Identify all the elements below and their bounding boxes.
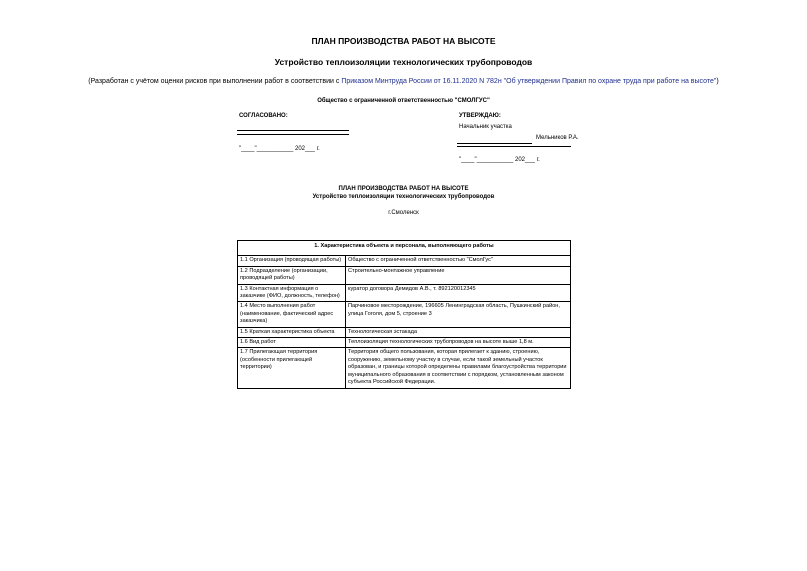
agreed-signature-line-2 — [237, 134, 349, 135]
row-value: куратор договора Демидов А.В., т. 892120012345 — [346, 284, 571, 302]
approved-name: Мельников Р.А. — [536, 135, 579, 141]
approved-label: УТВЕРЖДАЮ: — [459, 113, 501, 119]
table-row — [238, 348, 571, 388]
row-label: 1.2 Подразделение (организации, проводящей работы) — [238, 266, 346, 284]
row-value: Территория общего пользования, которая прилегает к зданию, строению, сооружению, земельному участку в случае, если такой земельный участок образован, и границы которой определены правилами благоустройства территории муниципального образования в соответствии с порядком, установленным законом субъекта Российской Федерации. — [346, 348, 571, 388]
approved-signature-line — [457, 143, 532, 144]
table-row — [238, 284, 571, 302]
object-characteristics-table — [237, 240, 571, 389]
row-value: Теплоизоляция технологических трубопроводов на высоте выше 1,8 м. — [346, 338, 571, 348]
agreed-date: "____"___________ 202___ г. — [239, 146, 320, 152]
plan-title: ПЛАН ПРОИЗВОДСТВА РАБОТ НА ВЫСОТЕ — [338, 186, 469, 192]
agreed-signature-line — [237, 130, 349, 131]
regulation-note-suffix: ) — [716, 78, 719, 85]
organization-name: Общество с ограниченной ответственностью "СМОЛГУС" — [317, 98, 490, 104]
table-heading: 1. Характеристика объекта и персонала, выполняющего работы — [238, 241, 571, 256]
row-value: Строительно-монтажное управление — [346, 266, 571, 284]
row-value: Общество с ограниченной ответственностью "СмолГус" — [346, 256, 571, 266]
row-value: Технологическая эстакада — [346, 327, 571, 337]
row-value: Парчиновое месторождение, 196605 Ленинградская область, Пушкинский район, улица Гоголя, дом 5, строение 3 — [346, 302, 571, 327]
regulation-link[interactable]: Приказом Минтруда России от 16.11.2020 N 782н "Об утверждении Правил по охране труда при работе на высоте" — [341, 78, 717, 85]
city: г.Смоленск — [388, 210, 419, 216]
document-title: ПЛАН ПРОИЗВОДСТВА РАБОТ НА ВЫСОТЕ — [311, 36, 496, 46]
regulation-note-prefix: (Разработан с учётом оценки рисков при выполнении работ в соответствии с — [88, 78, 342, 85]
document-subtitle: Устройство теплоизоляции технологических трубопроводов — [274, 57, 533, 67]
approved-position: Начальник участка — [459, 124, 512, 130]
table-row — [238, 256, 571, 266]
table-row — [238, 327, 571, 337]
row-label: 1.7 Прилегающая территория (особенности прилегающей территории) — [238, 348, 346, 388]
plan-subtitle: Устройство теплоизоляции технологических трубопроводов — [312, 194, 495, 200]
table-row — [238, 338, 571, 348]
row-label: 1.3 Контактная информация о заказчике (ФИО, должность, телефон) — [238, 284, 346, 302]
row-label: 1.5 Краткая характеристика объекта — [238, 327, 346, 337]
table-row — [238, 266, 571, 284]
approved-name-underline — [457, 146, 571, 147]
row-label: 1.6 Вид работ — [238, 338, 346, 348]
approved-date: "____"___________ 202___ г. — [459, 157, 540, 163]
table-row — [238, 302, 571, 327]
row-label: 1.1 Организация (проводящая работы) — [238, 256, 346, 266]
agreed-label: СОГЛАСОВАНО: — [239, 113, 288, 119]
regulation-note — [0, 78, 807, 85]
row-label: 1.4 Место выполнения работ (наименование, фактический адрес заказчика) — [238, 302, 346, 327]
table-heading-row — [238, 241, 571, 256]
